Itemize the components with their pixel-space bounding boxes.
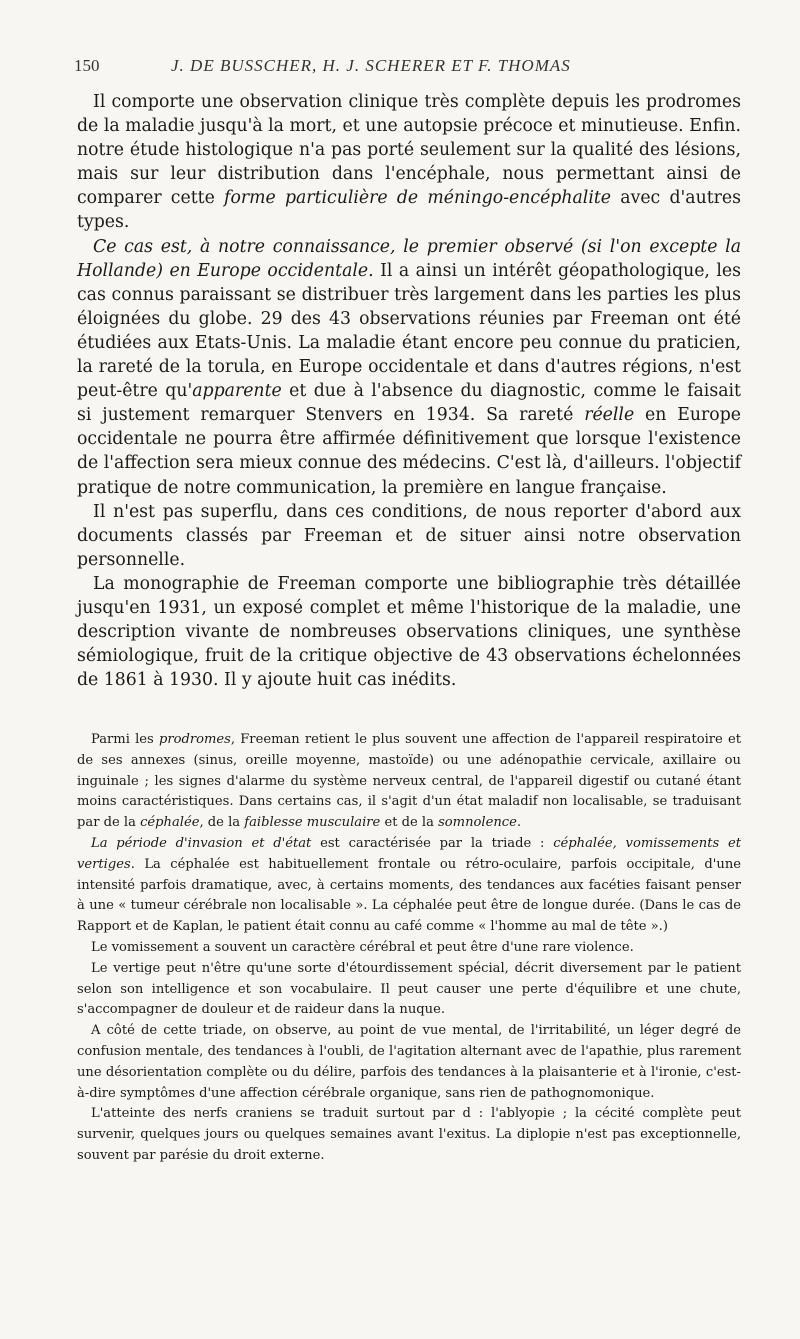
italic-statement: Ce cas est, à notre connaissance, le premier observé (si l'on excepte la Hollande) en Europe occidentale. <box>77 236 741 281</box>
note-paragraph-4: Le vertige peut n'être qu'une sorte d'étourdissement spécial, décrit diversement par le patient selon son intelligence et son vocabulaire. Il peut causer une perte d'équilibre et une chute, s'accompagner de douleur et de raideur dans la nuque. <box>77 960 741 1018</box>
note-paragraph-2: La période d'invasion et d'état est caractérisée par la triade : céphalée, vomissements et vertiges. La céphalée est habituellement frontale ou rétro-oculaire, parfois occipitale, d'une intensité parfois dramatique, avec, à certains moments, des tendances aux facéties faisant penser à une « tumeur cérébrale non localisable ». La céphalée peut être de longue durée. (Dans le cas de Rapport et de Kaplan, le patient était connu au café comme « l'homme au mal de tête ».) <box>77 835 741 935</box>
running-header-authors: J. DE BUSSCHER, H. J. SCHERER ET F. THOMAS <box>171 56 571 75</box>
small-print-section <box>77 730 741 1167</box>
italic-term: apparente <box>192 381 282 402</box>
paragraph-1: Il comporte une observation clinique très complète depuis les prodromes de la maladie jusqu'à la mort, et une autopsie précoce et minutieuse. Enfin. notre étude histologique n'a pas porté seulement sur la qualité des lésions, mais sur leur distribution dans l'encéphale, nous permettant ainsi de comparer cette forme particulière de méningo-encéphalite avec d'autres types. <box>77 92 742 233</box>
italic-term: forme particulière de méningo-encéphalite <box>224 188 612 209</box>
italic-term: réelle <box>584 405 635 426</box>
note-paragraph-1: Parmi les prodromes, Freeman retient le plus souvent une affection de l'appareil respiratoire et de ses annexes (sinus, oreille moyenne, mastoïde) ou une adénopathie cervicale, axillaire ou inguinale ; les signes d'alarme du système nerveux central, de l'appareil digestif ou cutané étant moins caractéristiques. Dans certains cas, il s'agit d'un état maladif non localisable, se traduisant par de la céphalée, de la faiblesse musculaire et de la somnolence. <box>77 732 742 831</box>
note-paragraph-3: Le vomissement a souvent un caractère cérébral et peut être d'une rare violence. <box>91 939 634 955</box>
paragraph-4: La monographie de Freeman comporte une bibliographie très détaillée jusqu'en 1931, un exposé complet et même l'historique de la maladie, une description vivante de nombreuses observations cliniques, une synthèse sémiologique, fruit de la critique objective de 43 observations échelonnées de 1861 à 1930. Il y ajoute huit cas inédits. <box>77 573 741 691</box>
paragraph-3: Il n'est pas superflu, dans ces conditions, de nous reporter d'abord aux documents classés par Freeman et de situer ainsi notre observation personnelle. <box>77 501 741 570</box>
paragraph-2: Ce cas est, à notre connaissance, le premier observé (si l'on excepte la Hollande) en Europe occidentale. Il a ainsi un intérêt géopathologique, les cas connus paraissant se distribuer très largement dans les parties les plus éloignées du globe. 29 des 43 observations réunies par Freeman ont été étudiées aux Etats-Unis. La maladie étant encore peu connue du praticien, la rareté de la torula, en Europe occidentale et dans d'autres régions, n'est peut-être qu'apparente et due à l'absence du diagnostic, comme le faisait si justement remarquer Stenvers en 1934. Sa rareté réelle en Europe occidentale ne pourra être affirmée définitivement que lorsque l'existence de l'affection sera mieux connue des médecins. C'est là, d'ailleurs. l'objectif pratique de notre communication, la première en langue française. <box>77 236 742 498</box>
page-number: 150 <box>74 56 100 75</box>
note-paragraph-5: A côté de cette triade, on observe, au point de vue mental, de l'irritabilité, un léger degré de confusion mentale, des tendances à l'oubli, de l'agitation alternant avec de l'apathie, plus rarement une désorientation complète ou du délire, parfois des tendances à la plaisanterie et à l'ironie, c'est-à-dire symptômes d'une affection cérébrale organique, sans rien de pathognomonique. <box>77 1023 741 1101</box>
note-paragraph-6: L'atteinte des nerfs craniens se traduit surtout par d : l'ablyopie ; la cécité complète peut survenir, quelques jours ou quelques semaines avant l'exitus. La diplopie n'est pas exceptionnelle, souvent par parésie du droit externe. <box>77 1106 741 1163</box>
main-text <box>77 90 741 692</box>
